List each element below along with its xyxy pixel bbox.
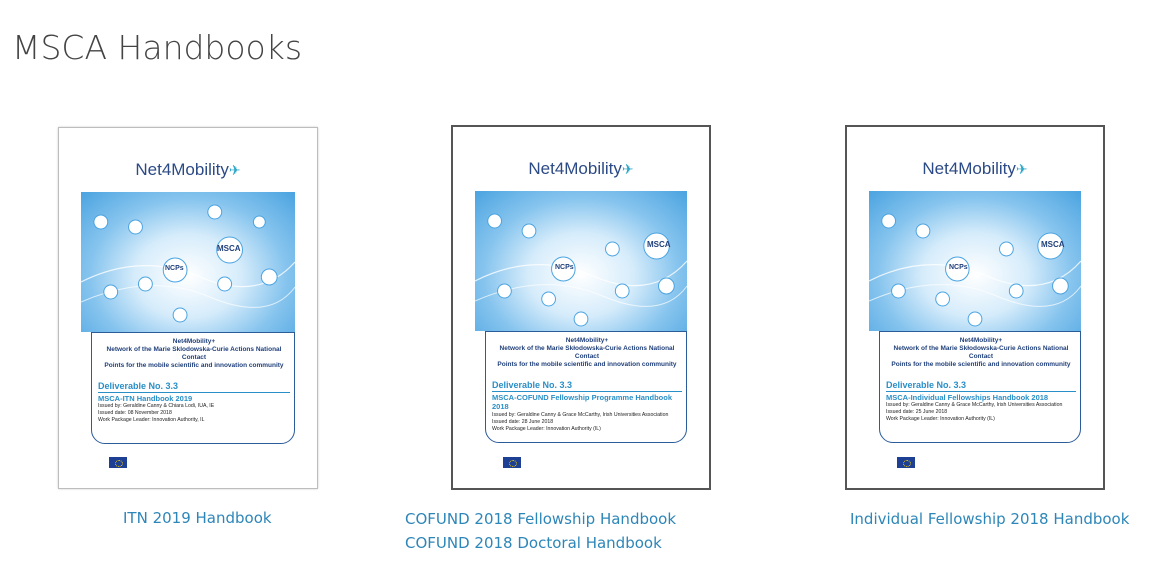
ncps-badge: NCPs [555,264,574,271]
org-name: Net4Mobility+ [172,338,216,345]
issued-date: Issued date: 08 November 2018 [98,410,172,417]
net4mobility-logo: Net4Mobility✈ [135,160,241,179]
cover-footer [109,456,285,470]
handbook-cover-itn[interactable] [58,127,318,489]
cover-textbox [91,332,295,444]
ncps-badge: NCPs [949,264,968,271]
issued-date: Issued date: 28 June 2018 [492,418,554,425]
cover-illustration [475,191,687,331]
cover-textbox [485,331,687,443]
deliverable-label: Deliverable No. 3.3 [886,379,967,390]
issued-by: Issued by: Geraldine Canny & Chiara Lodi, IUA, IE [98,403,215,410]
network-line2: Points for the mobile scientific and innovation community [891,361,1071,369]
plane-icon: ✈ [228,162,241,178]
individual-fellowship-handbook-link[interactable]: Individual Fellowship 2018 Handbook [850,510,1130,528]
issued-by: Issued by: Geraldine Canny & Grace McCarthy, Irish Universities Association [492,411,669,418]
cover-footer [897,456,1071,470]
ncps-badge: NCPs [165,265,184,272]
eu-flag-icon [109,457,127,468]
network-line2: Points for the mobile scientific and innovation community [104,362,284,370]
network-line1: Network of the Marie Sklodowska-Curie Actions National Contact [106,346,282,362]
cofund-fellowship-handbook-link[interactable]: COFUND 2018 Fellowship Handbook [405,510,677,528]
org-name: Net4Mobility+ [565,337,609,344]
net4mobility-logo: Net4Mobility✈ [922,159,1028,178]
network-line1: Network of the Marie Skłodowska-Curie Actions National Contact [499,345,675,361]
cover-illustration [81,192,295,332]
eu-flag-icon [503,457,521,468]
cofund-doctoral-handbook-link[interactable]: COFUND 2018 Doctoral Handbook [405,534,662,552]
handbook-cover-individual[interactable] [845,125,1105,490]
network-line2: Points for the mobile scientific and innovation community [497,361,677,369]
issued-by: Issued by: Geraldine Canny & Grace McCarthy, Irish Universities Association [886,402,1063,409]
handbook-name: MSCA-Individual Fellowships Handbook 2018 [886,391,1076,402]
deliverable-label: Deliverable No. 3.3 [98,380,179,391]
deliverable-label: Deliverable No. 3.3 [492,379,573,390]
network-line1: Network of the Marie Skłodowska-Curie Actions National Contact [893,345,1069,361]
net4mobility-logo: Net4Mobility✈ [528,159,634,178]
work-package-leader: Work Package Leader: Innovation Authority (IL) [492,425,601,432]
cover-footer [503,456,677,470]
handbook-name: MSCA-ITN Handbook 2019 [98,392,290,403]
msca-badge: MSCA [647,240,671,249]
handbook-cover-cofund[interactable] [451,125,711,490]
msca-badge: MSCA [1041,240,1065,249]
plane-icon: ✈ [621,161,634,177]
cover-textbox [879,331,1081,443]
work-package-leader: Work Package Leader: Innovation Authority (IL) [886,416,995,423]
msca-badge: MSCA [217,244,241,253]
org-name: Net4Mobility+ [959,337,1003,344]
eu-flag-icon [897,457,915,468]
cover-illustration [869,191,1081,331]
issued-date: Issued date: 25 June 2018 [886,409,948,416]
work-package-leader: Work Package Leader: Innovation Authority, IL [98,417,205,424]
itn-handbook-link[interactable]: ITN 2019 Handbook [123,509,272,527]
handbook-name: MSCA-COFUND Fellowship Programme Handbook 2018 [492,391,682,412]
page-title: MSCA Handbooks [12,28,303,67]
plane-icon: ✈ [1015,161,1028,177]
